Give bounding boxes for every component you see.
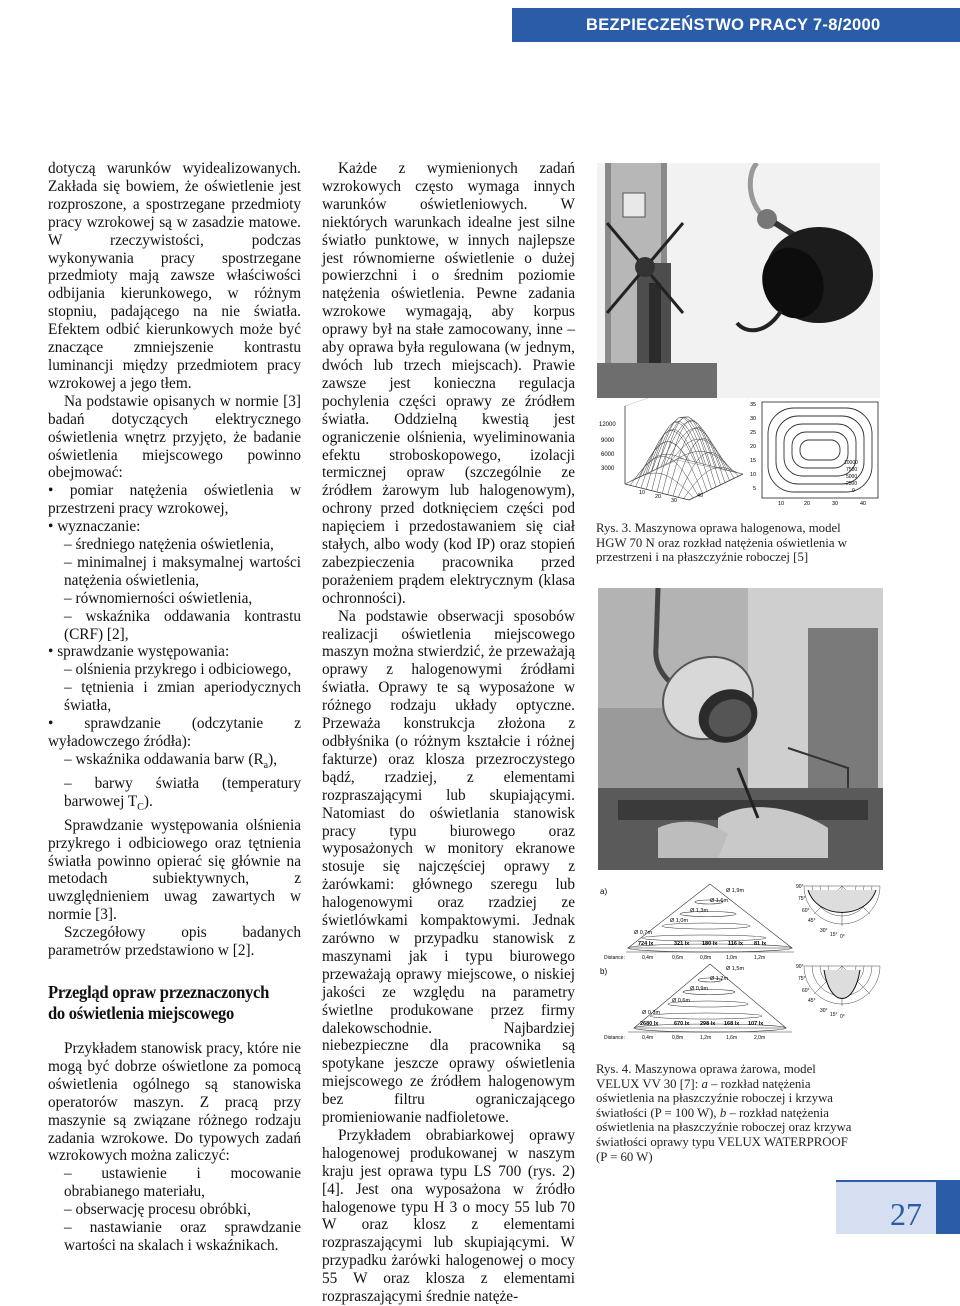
dash-item: – ustawienie i mocowanie obrabianego materiału, — [64, 1165, 301, 1201]
contour-level: 5000 — [846, 474, 858, 480]
axis-tick: 40 — [697, 493, 704, 499]
angle-label: 60° — [802, 908, 810, 914]
axis-tick: 15 — [750, 458, 757, 464]
axis-tick: 6000 — [601, 452, 615, 458]
bullet-text: wyznaczanie: — [57, 518, 141, 536]
text-column-1 — [48, 160, 301, 1255]
journal-title: BEZPIECZEŃSTWO PRACY 7-8/2000 — [586, 16, 881, 34]
illuminance-value: 116 lx — [728, 941, 743, 947]
illuminance-value: 2680 lx — [640, 1021, 659, 1027]
distance-label: Distance: — [604, 955, 625, 961]
angle-label: 45° — [808, 918, 816, 924]
axis-tick: 30 — [750, 416, 757, 422]
angle-label: 60° — [802, 988, 810, 994]
contour-level: 2500 — [846, 481, 858, 487]
diameter-label: Ø 0,9m — [690, 986, 709, 992]
dash-item: – obserwację procesu obróbki, — [64, 1201, 251, 1219]
angle-label: 75° — [798, 976, 806, 982]
caption-letter: a — [701, 1076, 708, 1091]
page-number: 27 — [836, 1182, 936, 1234]
axis-tick: 35 — [750, 402, 757, 408]
illuminance-value: 107 lx — [748, 1021, 764, 1027]
illuminance-contour-plot — [748, 398, 882, 506]
dash-text: ). — [143, 792, 153, 810]
distance-value: 0,8m — [672, 1035, 684, 1041]
diameter-label: Ø 1,9m — [726, 888, 745, 894]
paragraph: Przykładem stanowisk pracy, które nie mogą być dobrze oświetlone za pomocą oświetlenia ogólnego są stanowiska operatorów maszyn. Z pracą przy maszynie są związane różnego rodzaju zadania wzrokowe. Do typowych zadań wzrokowych można zaliczyć: — [48, 1039, 301, 1165]
angle-label: 90° — [796, 964, 804, 970]
dash-item: – nastawianie oraz sprawdzanie wartości na skalach i wskaźnikach. — [64, 1219, 301, 1254]
distance-value: 0,4m — [642, 1035, 654, 1041]
illuminance-value: 180 lx — [702, 941, 718, 947]
dash-text: – wskaźnika oddawania barw (R — [64, 750, 264, 768]
bullet-text: sprawdzanie występowania: — [57, 643, 230, 661]
halogen-lamp-photo — [597, 163, 880, 401]
distance-value: 1,0m — [726, 955, 738, 961]
bullet-item — [48, 518, 301, 536]
paragraph: Przykładem obrabiarkowej oprawy halogenowej produkowanej w naszym kraju jest oprawa typu LS 700 (rys. 2) [4]. Jest ona wyposażona w źródło halogenowe typu H 3 o mocy 55 lub 70 W oraz klosz z elementami rozpraszającymi lub skupiającymi. W przypadku żarówki halogenowej o mocy 55 W oraz klosza z elementami rozpraszającymi średnie natęże- — [322, 1126, 575, 1306]
subscript: C — [137, 801, 144, 813]
diameter-label: Ø 0,3m — [642, 1010, 661, 1016]
distance-value: 0,6m — [672, 955, 684, 961]
illuminance-value: 298 lx — [700, 1021, 716, 1027]
contour-level: 0 — [852, 488, 855, 494]
contour-level: 10000 — [844, 460, 858, 466]
dash-item: – olśnienia przykrego i odbiciowego, — [64, 661, 292, 679]
bullet-text: pomiar natężenia oświetlenia w przestrzeni pracy wzrokowej, — [48, 482, 301, 518]
axis-tick: 5 — [753, 486, 757, 492]
diameter-label: Ø 1,5m — [726, 966, 745, 972]
angle-label: 45° — [808, 998, 816, 1004]
bullet-item — [48, 715, 301, 751]
diameter-label: Ø 1,2m — [710, 976, 729, 982]
paragraph: Szczegółowy opis badanych parametrów przedstawiono w [2]. — [48, 924, 301, 960]
dash-item: – równomierności oświetlenia, — [64, 589, 253, 607]
axis-tick: 20 — [655, 494, 662, 500]
axis-tick: 3000 — [601, 466, 615, 472]
illuminance-value: 321 lx — [674, 941, 690, 947]
bullet-item — [48, 643, 301, 661]
axis-tick: 40 — [860, 501, 867, 506]
caption-text: – rozkład natężenia oświetlenia na płaszczyźnie roboczej oraz krzywa światłości oprawy typu VELUX WATERPROOF (P = 60 W) — [596, 1105, 852, 1164]
footer-edge — [936, 1182, 960, 1234]
distance-value: 1,2m — [700, 1035, 712, 1041]
section-heading: Przegląd opraw przeznaczonych do oświetlenia miejscowego — [48, 981, 270, 1023]
axis-tick: 20 — [804, 501, 811, 506]
figure-3-caption: Rys. 3. Maszynowa oprawa halogenowa, model HGW 70 N oraz rozkład natężenia oświetlenia w przestrzeni i na płaszczyźnie roboczej [5] — [596, 521, 847, 565]
diameter-label: Ø 0,6m — [672, 998, 691, 1004]
distance-value: 1,6m — [726, 1035, 738, 1041]
angle-label: 90° — [796, 884, 804, 890]
text-column-2 — [322, 160, 575, 1306]
illuminance-value: 724 lx — [638, 941, 654, 947]
dash-item — [48, 751, 301, 775]
distance-value: 2,0m — [754, 1035, 766, 1041]
distance-label: Distance: — [604, 1035, 625, 1041]
dash-item — [48, 775, 301, 817]
illuminance-value: 81 lx — [754, 941, 767, 947]
axis-tick: 12000 — [599, 422, 616, 428]
illuminance-value: 670 lx — [674, 1021, 690, 1027]
dash-text: – barwy światła (temperatury barwowej T — [64, 774, 301, 810]
paragraph: Na podstawie opisanych w normie [3] badań dotyczących elektrycznego oświetlenia wnętrz przyjęto, że badanie oświetlenia miejscowego powinno obejmować: — [48, 392, 301, 482]
panel-label-a: a) — [600, 887, 608, 896]
paragraph: Sprawdzanie występowania olśnienia przykrego i odbiciowego oraz tętnienia światła powinno opierać się głównie na metodach subiektywnych, z uwzględnieniem uwag zawartych w normie [3]. — [48, 816, 301, 924]
axis-tick: 10 — [778, 501, 785, 506]
illuminance-value: 168 lx — [724, 1021, 740, 1027]
angle-label: 30° — [820, 1008, 828, 1014]
light-distribution-diagrams — [598, 880, 886, 1045]
contour-level: 7500 — [846, 467, 858, 473]
distance-value: 0,4m — [642, 955, 654, 961]
axis-tick: 10 — [750, 472, 757, 478]
dash-item: – minimalnej i maksymalnej wartości natężenia oświetlenia, — [64, 553, 301, 589]
dash-item: – tętnienia i zmian aperiodycznych światła, — [64, 679, 301, 715]
axis-tick: 9000 — [601, 438, 615, 444]
distance-value: 1,2m — [754, 955, 766, 961]
angle-label: 0° — [840, 1014, 845, 1020]
paragraph: Każde z wymienionych zadań wzrokowych często wymaga innych warunków oświetleniowych. W niektórych warunkach idealne jest silne światło punktowe, w innych najlepsze jest równomierne oświetlenie o dużej powierzchni i o średnim poziomie natężenia oświetlenia. Pewne zadania wzrokowe wymagają, aby korpus oprawy był na stałe zamocowany, inne – aby oprawa była regulowana (w jednym, dwóch lub trzech miejscach). Prawie zawsze jest konieczna regulacja pochylenia części oprawy ze źródłem światła. Oddzielną kwestią jest ograniczenie olśnienia, wyeliminowania efektu stroboskopowego, izolacji termicznej opraw (szczególnie ze źródłem żarowym lub halogenowym), ochrony przed dotknięciem części pod napięciem i przedostawaniem się ciał stałych, albo wody (kod IP) oraz stopień zabezpieczenia pracownika przed porażeniem prądem elektrycznym (klasa ochronności). — [322, 160, 575, 607]
figure-4-caption — [596, 1062, 856, 1164]
axis-tick: 20 — [750, 444, 757, 450]
diameter-label: Ø 1,0m — [670, 918, 689, 924]
paragraph: Na podstawie obserwacji sposobów realizacji oświetlenia miejscowego maszyn można stwierdzić, że przeważają oprawy z halogenowymi źródłami światła. Oprawy te są wyposażone w różnego rodzaju układy optyczne. Przeważa konstrukcja złożona z odbłyśnika (o różnym kształcie i różnej fakturze) oraz klosza przezroczystego bądź, rzadziej, z elementami rozpraszającymi lub skupiającymi. Natomiast do oświetlania stanowisk pracy typu biurowego oraz wyposażonych w monitory ekranowe stosuje się najczęściej oprawy z żarówkami: głównego szeregu lub halogenowymi oraz rzadziej ze świetlówkami kompaktowymi. Jednak zarówno w przypadku stanowisk z maszynami jak i typu biurowego przeważają oprawy miejscowe, o niskiej jakości ze względu na parametry świetlne produkowane przez firmy dalekowschodnie. Najbardziej niebezpieczne dla pracownika są spotykane jeszcze oprawy oświetlenia miejscowego ze źródłem halogenowym bez filtru ograniczającego promieniowanie nadfioletowe. — [322, 607, 575, 1127]
axis-tick: 10 — [639, 490, 646, 496]
axis-tick: 25 — [750, 430, 757, 436]
angle-label: 0° — [840, 934, 845, 940]
velux-lamp-photo — [598, 588, 883, 870]
journal-header — [512, 8, 960, 42]
illuminance-3d-plot — [597, 398, 747, 506]
bullet-text: sprawdzanie (odczytanie z wyładowczego źródła): — [48, 715, 301, 750]
dash-text: ), — [268, 750, 278, 768]
caption-text: – rozkład natężenia oświetlenia na płaszczyźnie roboczej i krzywa światłości (P = 100 W), — [596, 1076, 833, 1120]
angle-label: 15° — [830, 932, 838, 938]
axis-tick: 30 — [832, 501, 839, 506]
bullet-item — [48, 482, 301, 518]
diameter-label: Ø 1,6m — [710, 898, 729, 904]
dash-item: – wskaźnika oddawania kontrastu (CRF) [2], — [64, 607, 301, 643]
diameter-label: Ø 1,3m — [690, 908, 709, 914]
angle-label: 75° — [798, 896, 806, 902]
angle-label: 30° — [820, 928, 828, 934]
panel-label-b: b) — [600, 967, 608, 976]
subscript: a — [263, 759, 269, 771]
distance-value: 0,8m — [700, 955, 712, 961]
axis-tick: 30 — [671, 498, 678, 504]
diameter-label: Ø 0,7m — [634, 930, 653, 936]
caption-text: Rys. 4. Maszynowa oprawa żarowa, model VELUX VV 30 [7]: — [596, 1062, 816, 1091]
dash-item: – średniego natężenia oświetlenia, — [64, 536, 274, 554]
angle-label: 15° — [830, 1012, 838, 1018]
caption-letter: b — [719, 1105, 727, 1120]
paragraph: dotyczą warunków wyidealizowanych. Zakłada się bowiem, że oświetlenie jest rozproszone, a spostrzegane przedmioty pracy wzrokowej są w zasadzie matowe. W rzeczywistości, podczas wykonywania pracy spostrzegane przedmioty mają zawsze właściwości odbijania kierunkowego, w różnym stopniu, padającego na nie światła. Efektem odbić kierunkowych może być znaczące zmniejszenie kontrastu luminancji między przedmiotem pracy wzrokowej a jego tłem. — [48, 160, 301, 392]
